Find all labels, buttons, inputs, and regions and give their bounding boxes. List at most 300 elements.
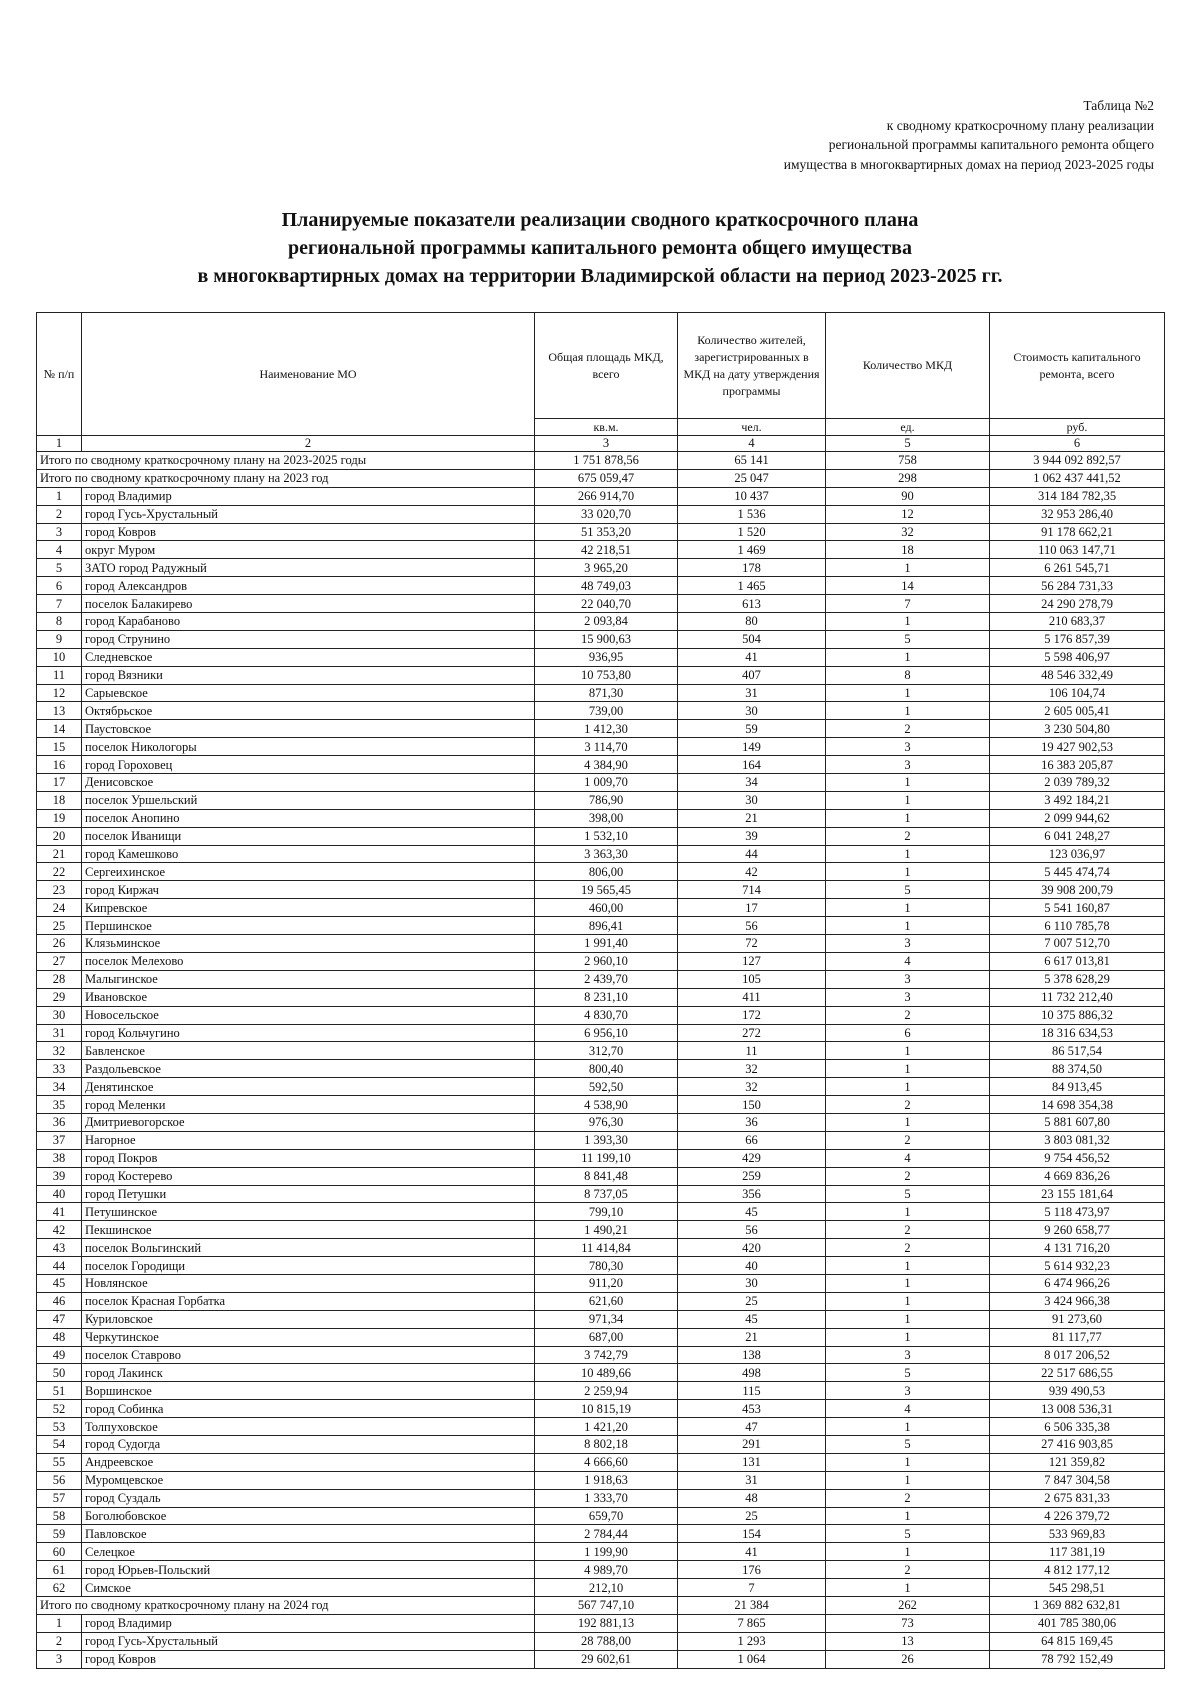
- area-value: 1 393,30: [535, 1131, 678, 1149]
- mkd-count-value: 18: [826, 541, 990, 559]
- residents-value: 1 064: [678, 1650, 826, 1668]
- total-label: Итого по сводному краткосрочному плану на 2023 год: [37, 469, 535, 487]
- mo-name: город Александров: [82, 577, 535, 595]
- table-row: [37, 1185, 1165, 1203]
- row-number: 16: [37, 756, 82, 774]
- header-name: Наименование МО: [82, 313, 535, 436]
- mo-name: поселок Вольгинский: [82, 1239, 535, 1257]
- header-row: [37, 313, 1165, 419]
- table-row: [37, 935, 1165, 953]
- row-number: 44: [37, 1257, 82, 1275]
- residents-value: 31: [678, 1471, 826, 1489]
- area-value: 8 737,05: [535, 1185, 678, 1203]
- row-number: 57: [37, 1489, 82, 1507]
- area-value: 11 199,10: [535, 1149, 678, 1167]
- table-row: [37, 1149, 1165, 1167]
- mo-name: город Суздаль: [82, 1489, 535, 1507]
- mkd-count-value: 2: [826, 1489, 990, 1507]
- annex-line-3: региональной программы капитального ремонта общего: [828, 137, 1154, 152]
- table-row: [37, 863, 1165, 881]
- mkd-count-value: 758: [826, 452, 990, 470]
- area-value: 1 918,63: [535, 1471, 678, 1489]
- residents-value: 48: [678, 1489, 826, 1507]
- mkd-count-value: 5: [826, 1185, 990, 1203]
- area-value: 312,70: [535, 1042, 678, 1060]
- col-number: 1: [37, 436, 82, 452]
- table-row: [37, 1507, 1165, 1525]
- area-value: 3 965,20: [535, 559, 678, 577]
- area-value: 786,90: [535, 791, 678, 809]
- residents-value: 80: [678, 613, 826, 631]
- mo-name: Толпуховское: [82, 1418, 535, 1436]
- mkd-count-value: 1: [826, 1257, 990, 1275]
- cost-value: 2 099 944,62: [990, 809, 1165, 827]
- mo-name: город Камешково: [82, 845, 535, 863]
- mkd-count-value: 5: [826, 630, 990, 648]
- mo-name: город Ковров: [82, 1650, 535, 1668]
- row-number: 54: [37, 1435, 82, 1453]
- row-number: 32: [37, 1042, 82, 1060]
- mkd-count-value: 2: [826, 1167, 990, 1185]
- mo-name: Черкутинское: [82, 1328, 535, 1346]
- cost-value: 9 754 456,52: [990, 1149, 1165, 1167]
- table-row: [37, 1060, 1165, 1078]
- table-row: [37, 845, 1165, 863]
- area-value: 1 333,70: [535, 1489, 678, 1507]
- residents-value: 21 384: [678, 1597, 826, 1615]
- area-value: 29 602,61: [535, 1650, 678, 1668]
- row-number: 39: [37, 1167, 82, 1185]
- mkd-count-value: 2: [826, 1221, 990, 1239]
- cost-value: 86 517,54: [990, 1042, 1165, 1060]
- area-value: 398,00: [535, 809, 678, 827]
- mo-name: поселок Красная Горбатка: [82, 1292, 535, 1310]
- mkd-count-value: 1: [826, 1418, 990, 1436]
- mo-name: Раздольевское: [82, 1060, 535, 1078]
- table-row: [37, 541, 1165, 559]
- cost-value: 56 284 731,33: [990, 577, 1165, 595]
- residents-value: 504: [678, 630, 826, 648]
- table-row: [37, 1131, 1165, 1149]
- residents-value: 30: [678, 1274, 826, 1292]
- mkd-count-value: 1: [826, 899, 990, 917]
- row-number: 31: [37, 1024, 82, 1042]
- residents-value: 31: [678, 684, 826, 702]
- row-number: 52: [37, 1400, 82, 1418]
- area-value: 567 747,10: [535, 1597, 678, 1615]
- area-value: 10 489,66: [535, 1364, 678, 1382]
- table-row: [37, 595, 1165, 613]
- mkd-count-value: 1: [826, 1310, 990, 1328]
- row-number: 5: [37, 559, 82, 577]
- table-row: [37, 1614, 1165, 1632]
- row-number: 30: [37, 1006, 82, 1024]
- cost-value: 18 316 634,53: [990, 1024, 1165, 1042]
- mo-name: город Владимир: [82, 487, 535, 505]
- residents-value: 41: [678, 1543, 826, 1561]
- cost-value: 27 416 903,85: [990, 1435, 1165, 1453]
- cost-value: 5 598 406,97: [990, 648, 1165, 666]
- residents-value: 25: [678, 1507, 826, 1525]
- residents-value: 41: [678, 648, 826, 666]
- mkd-count-value: 1: [826, 774, 990, 792]
- mo-name: Андреевское: [82, 1453, 535, 1471]
- cost-value: 4 812 177,12: [990, 1561, 1165, 1579]
- table-row: [37, 1650, 1165, 1668]
- cost-value: 78 792 152,49: [990, 1650, 1165, 1668]
- area-value: 1 751 878,56: [535, 452, 678, 470]
- table-row: [37, 952, 1165, 970]
- cost-value: 7 007 512,70: [990, 935, 1165, 953]
- area-value: 1 412,30: [535, 720, 678, 738]
- row-number: 46: [37, 1292, 82, 1310]
- mkd-count-value: 1: [826, 1471, 990, 1489]
- mkd-count-value: 5: [826, 1525, 990, 1543]
- cost-value: 3 492 184,21: [990, 791, 1165, 809]
- total-row: [37, 452, 1165, 470]
- row-number: 15: [37, 738, 82, 756]
- area-value: 2 784,44: [535, 1525, 678, 1543]
- table-row: [37, 1435, 1165, 1453]
- area-value: 4 666,60: [535, 1453, 678, 1471]
- mkd-count-value: 262: [826, 1597, 990, 1615]
- cost-value: 5 541 160,87: [990, 899, 1165, 917]
- row-number: 3: [37, 523, 82, 541]
- row-number: 50: [37, 1364, 82, 1382]
- mo-name: Павловское: [82, 1525, 535, 1543]
- cost-value: 5 881 607,80: [990, 1113, 1165, 1131]
- cost-value: 939 490,53: [990, 1382, 1165, 1400]
- residents-value: 45: [678, 1203, 826, 1221]
- mo-name: поселок Уршельский: [82, 791, 535, 809]
- mo-name: город Кольчугино: [82, 1024, 535, 1042]
- mo-name: Сергеихинское: [82, 863, 535, 881]
- table-row: [37, 1024, 1165, 1042]
- mkd-count-value: 2: [826, 1096, 990, 1114]
- row-number: 22: [37, 863, 82, 881]
- table-row: [37, 1078, 1165, 1096]
- mkd-count-value: 1: [826, 845, 990, 863]
- residents-value: 131: [678, 1453, 826, 1471]
- table-row: [37, 774, 1165, 792]
- area-value: 22 040,70: [535, 595, 678, 613]
- table-row: [37, 702, 1165, 720]
- document-title: [0, 206, 1200, 290]
- cost-value: 2 605 005,41: [990, 702, 1165, 720]
- mo-name: город Покров: [82, 1149, 535, 1167]
- header-cost: Стоимость капитального ремонта, всего: [990, 313, 1165, 419]
- mkd-count-value: 1: [826, 1078, 990, 1096]
- table-row: [37, 1310, 1165, 1328]
- area-value: 1 490,21: [535, 1221, 678, 1239]
- mo-name: Сарыевское: [82, 684, 535, 702]
- cost-value: 123 036,97: [990, 845, 1165, 863]
- row-number: 11: [37, 666, 82, 684]
- cost-value: 23 155 181,64: [990, 1185, 1165, 1203]
- residents-value: 42: [678, 863, 826, 881]
- mo-name: ЗАТО город Радужный: [82, 559, 535, 577]
- residents-value: 45: [678, 1310, 826, 1328]
- area-value: 8 802,18: [535, 1435, 678, 1453]
- table-row: [37, 1274, 1165, 1292]
- mkd-count-value: 4: [826, 1400, 990, 1418]
- residents-value: 21: [678, 809, 826, 827]
- mkd-count-value: 13: [826, 1632, 990, 1650]
- mkd-count-value: 2: [826, 1131, 990, 1149]
- table-row: [37, 1364, 1165, 1382]
- mo-name: Пекшинское: [82, 1221, 535, 1239]
- area-value: 42 218,51: [535, 541, 678, 559]
- mkd-count-value: 4: [826, 952, 990, 970]
- cost-value: 5 614 932,23: [990, 1257, 1165, 1275]
- mo-name: Денисовское: [82, 774, 535, 792]
- col-number: 2: [82, 436, 535, 452]
- mkd-count-value: 1: [826, 1274, 990, 1292]
- table-row: [37, 1096, 1165, 1114]
- residents-value: 7 865: [678, 1614, 826, 1632]
- mkd-count-value: 1: [826, 613, 990, 631]
- residents-value: 40: [678, 1257, 826, 1275]
- mkd-count-value: 1: [826, 809, 990, 827]
- table-row: [37, 487, 1165, 505]
- table-row: [37, 1561, 1165, 1579]
- area-value: 592,50: [535, 1078, 678, 1096]
- row-number: 23: [37, 881, 82, 899]
- cost-value: 5 118 473,97: [990, 1203, 1165, 1221]
- residents-value: 149: [678, 738, 826, 756]
- mkd-count-value: 5: [826, 881, 990, 899]
- area-value: 10 815,19: [535, 1400, 678, 1418]
- mkd-count-value: 1: [826, 1203, 990, 1221]
- cost-value: 1 062 437 441,52: [990, 469, 1165, 487]
- cost-value: 8 017 206,52: [990, 1346, 1165, 1364]
- title-line-2: региональной программы капитального ремонта общего имущества: [288, 237, 912, 259]
- residents-value: 34: [678, 774, 826, 792]
- residents-value: 172: [678, 1006, 826, 1024]
- area-value: 4 538,90: [535, 1096, 678, 1114]
- area-value: 780,30: [535, 1257, 678, 1275]
- table-row: [37, 1239, 1165, 1257]
- cost-value: 6 041 248,27: [990, 827, 1165, 845]
- mkd-count-value: 3: [826, 738, 990, 756]
- table-row: [37, 684, 1165, 702]
- column-numbers-row: [37, 436, 1165, 452]
- mo-name: Муромцевское: [82, 1471, 535, 1489]
- area-value: 976,30: [535, 1113, 678, 1131]
- table-row: [37, 917, 1165, 935]
- residents-value: 411: [678, 988, 826, 1006]
- unit-residents: чел.: [678, 419, 826, 436]
- area-value: 6 956,10: [535, 1024, 678, 1042]
- area-value: 871,30: [535, 684, 678, 702]
- area-value: 1 199,90: [535, 1543, 678, 1561]
- mkd-count-value: 1: [826, 1113, 990, 1131]
- mo-name: город Ковров: [82, 523, 535, 541]
- table-row: [37, 1382, 1165, 1400]
- cost-value: 110 063 147,71: [990, 541, 1165, 559]
- area-value: 621,60: [535, 1292, 678, 1310]
- mo-name: город Меленки: [82, 1096, 535, 1114]
- mo-name: город Владимир: [82, 1614, 535, 1632]
- residents-value: 164: [678, 756, 826, 774]
- mo-name: поселок Анопино: [82, 809, 535, 827]
- mkd-count-value: 26: [826, 1650, 990, 1668]
- cost-value: 117 381,19: [990, 1543, 1165, 1561]
- residents-value: 127: [678, 952, 826, 970]
- table-row: [37, 970, 1165, 988]
- area-value: 799,10: [535, 1203, 678, 1221]
- area-value: 739,00: [535, 702, 678, 720]
- row-number: 62: [37, 1579, 82, 1597]
- cost-value: 545 298,51: [990, 1579, 1165, 1597]
- area-value: 8 841,48: [535, 1167, 678, 1185]
- cost-value: 6 617 013,81: [990, 952, 1165, 970]
- row-number: 55: [37, 1453, 82, 1471]
- cost-value: 32 953 286,40: [990, 505, 1165, 523]
- row-number: 18: [37, 791, 82, 809]
- residents-value: 115: [678, 1382, 826, 1400]
- mo-name: округ Муром: [82, 541, 535, 559]
- row-number: 58: [37, 1507, 82, 1525]
- cost-value: 1 369 882 632,81: [990, 1597, 1165, 1615]
- row-number: 33: [37, 1060, 82, 1078]
- mkd-count-value: 1: [826, 648, 990, 666]
- cost-value: 9 260 658,77: [990, 1221, 1165, 1239]
- residents-value: 1 465: [678, 577, 826, 595]
- cost-value: 5 445 474,74: [990, 863, 1165, 881]
- mkd-count-value: 1: [826, 917, 990, 935]
- mo-name: город Гусь-Хрустальный: [82, 505, 535, 523]
- row-number: 8: [37, 613, 82, 631]
- mo-name: Воршинское: [82, 1382, 535, 1400]
- mo-name: Нагорное: [82, 1131, 535, 1149]
- cost-value: 24 290 278,79: [990, 595, 1165, 613]
- area-value: 212,10: [535, 1579, 678, 1597]
- residents-value: 21: [678, 1328, 826, 1346]
- area-value: 33 020,70: [535, 505, 678, 523]
- annex-line-1: Таблица №2: [1083, 98, 1154, 113]
- total-row: [37, 1597, 1165, 1615]
- row-number: 37: [37, 1131, 82, 1149]
- mo-name: город Судогда: [82, 1435, 535, 1453]
- header-area: Общая площадь МКД, всего: [535, 313, 678, 419]
- row-number: 14: [37, 720, 82, 738]
- mo-name: Селецкое: [82, 1543, 535, 1561]
- mo-name: Бавленское: [82, 1042, 535, 1060]
- title-line-1: Планируемые показатели реализации сводного краткосрочного плана: [281, 209, 919, 231]
- mkd-count-value: 3: [826, 988, 990, 1006]
- cost-value: 16 383 205,87: [990, 756, 1165, 774]
- table-row: [37, 505, 1165, 523]
- area-value: 911,20: [535, 1274, 678, 1292]
- total-label: Итого по сводному краткосрочному плану на 2024 год: [37, 1597, 535, 1615]
- mo-name: поселок Иванищи: [82, 827, 535, 845]
- area-value: 4 384,90: [535, 756, 678, 774]
- area-value: 659,70: [535, 1507, 678, 1525]
- table-row: [37, 613, 1165, 631]
- row-number: 12: [37, 684, 82, 702]
- cost-value: 4 131 716,20: [990, 1239, 1165, 1257]
- area-value: 2 439,70: [535, 970, 678, 988]
- cost-value: 2 039 789,32: [990, 774, 1165, 792]
- mo-name: город Струнино: [82, 630, 535, 648]
- header-residents: Количество жителей, зарегистрированных в МКД на дату утверждения программы: [678, 313, 826, 419]
- mo-name: Боголюбовское: [82, 1507, 535, 1525]
- row-number: 61: [37, 1561, 82, 1579]
- mkd-count-value: 2: [826, 1006, 990, 1024]
- cost-value: 3 230 504,80: [990, 720, 1165, 738]
- cost-value: 13 008 536,31: [990, 1400, 1165, 1418]
- mkd-count-value: 3: [826, 1346, 990, 1364]
- table-row: [37, 1042, 1165, 1060]
- area-value: 687,00: [535, 1328, 678, 1346]
- mkd-count-value: 1: [826, 791, 990, 809]
- row-number: 20: [37, 827, 82, 845]
- row-number: 3: [37, 1650, 82, 1668]
- residents-value: 176: [678, 1561, 826, 1579]
- mkd-count-value: 5: [826, 1435, 990, 1453]
- residents-value: 59: [678, 720, 826, 738]
- total-label: Итого по сводному краткосрочному плану на 2023-2025 годы: [37, 452, 535, 470]
- residents-value: 30: [678, 791, 826, 809]
- row-number: 29: [37, 988, 82, 1006]
- cost-value: 533 969,83: [990, 1525, 1165, 1543]
- mo-name: город Гусь-Хрустальный: [82, 1632, 535, 1650]
- residents-value: 32: [678, 1060, 826, 1078]
- row-number: 53: [37, 1418, 82, 1436]
- total-row: [37, 469, 1165, 487]
- mo-name: город Гороховец: [82, 756, 535, 774]
- area-value: 51 353,20: [535, 523, 678, 541]
- table-row: [37, 1489, 1165, 1507]
- cost-value: 84 913,45: [990, 1078, 1165, 1096]
- mo-name: Следневское: [82, 648, 535, 666]
- table-body: [37, 452, 1165, 1669]
- cost-value: 14 698 354,38: [990, 1096, 1165, 1114]
- row-number: 4: [37, 541, 82, 559]
- cost-value: 3 803 081,32: [990, 1131, 1165, 1149]
- residents-value: 72: [678, 935, 826, 953]
- cost-value: 10 375 886,32: [990, 1006, 1165, 1024]
- area-value: 3 114,70: [535, 738, 678, 756]
- row-number: 24: [37, 899, 82, 917]
- cost-value: 401 785 380,06: [990, 1614, 1165, 1632]
- mo-name: город Карабаново: [82, 613, 535, 631]
- mo-name: поселок Мелехово: [82, 952, 535, 970]
- table-row: [37, 720, 1165, 738]
- residents-value: 272: [678, 1024, 826, 1042]
- mo-name: Симское: [82, 1579, 535, 1597]
- residents-value: 56: [678, 917, 826, 935]
- area-value: 19 565,45: [535, 881, 678, 899]
- mkd-count-value: 2: [826, 827, 990, 845]
- cost-value: 6 474 966,26: [990, 1274, 1165, 1292]
- residents-value: 39: [678, 827, 826, 845]
- mkd-count-value: 3: [826, 935, 990, 953]
- residents-value: 65 141: [678, 452, 826, 470]
- row-number: 38: [37, 1149, 82, 1167]
- row-number: 34: [37, 1078, 82, 1096]
- indicators-table: [36, 312, 1165, 1669]
- table-row: [37, 1113, 1165, 1131]
- table-row: [37, 577, 1165, 595]
- residents-value: 1 536: [678, 505, 826, 523]
- table-row: [37, 648, 1165, 666]
- cost-value: 11 732 212,40: [990, 988, 1165, 1006]
- mkd-count-value: 14: [826, 577, 990, 595]
- area-value: 2 960,10: [535, 952, 678, 970]
- row-number: 26: [37, 935, 82, 953]
